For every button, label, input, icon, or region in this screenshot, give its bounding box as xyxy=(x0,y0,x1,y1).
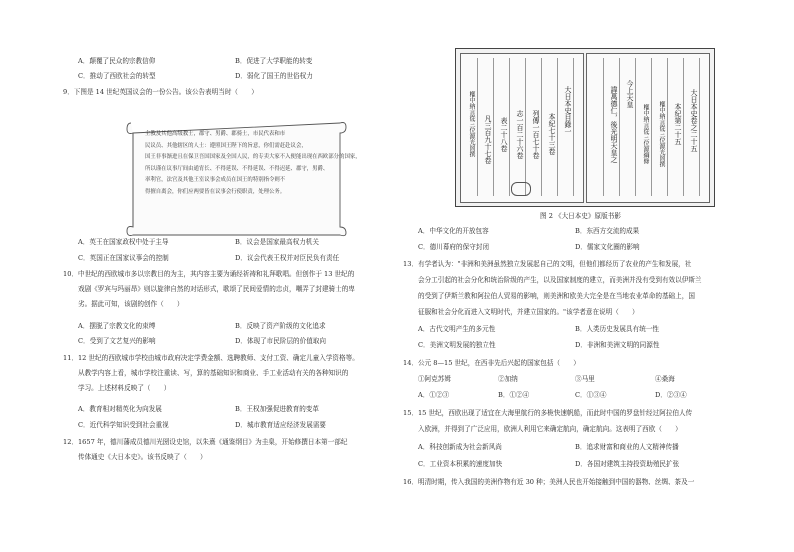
notice-line: 民议员、其他辖区的人士：遵照国王陛下的旨意，你们需赶赴议会， xyxy=(145,142,307,149)
q10-stem-line: 劣。据此可知，该剧的创作（ ） xyxy=(78,300,184,308)
q13-stem-line: 征服和社会分化而进入文明时代，并建立国家的。"该学者意在说明（ ） xyxy=(418,308,639,316)
book-text-column: 大日本史卷之二十五 xyxy=(690,88,698,152)
q15-option-c: C．工业资本积累的速度加快 xyxy=(418,460,503,468)
q9-notice-scroll xyxy=(123,117,361,239)
q9-option-d: D．议会代表王权并对臣民负有责任 xyxy=(235,254,340,262)
q14-option-b: B．①②④ xyxy=(498,391,530,399)
q14-item: ②加纳 xyxy=(498,375,518,383)
q14-stem: 14．公元 8—15 世纪，在西非先后兴起的国家包括（ ） xyxy=(403,359,580,367)
q13-stem-line: 13．有学者认为："非洲和美洲虽然独立发展起自己的文明，但他们都经历了农业的产生和发展，社 xyxy=(403,260,692,268)
q12-option-b: B．东西方交流的成果 xyxy=(575,227,640,235)
book-text-column: 本紀七十三卷 xyxy=(548,113,556,155)
q10-option-a: A．摆脱了宗教文化的束缚 xyxy=(78,322,156,330)
q10-option-b: B．反映了资产阶级的文化追求 xyxy=(235,322,326,330)
book-text-column: 大日本史目錄一 xyxy=(564,85,572,135)
library-seal-stamp xyxy=(511,182,531,196)
q16-stem: 16．明清时期，传入我国的美洲作物有近 30 种；美洲人民也开始接触到中国的器物、丝绸、茶及一 xyxy=(403,478,695,486)
q11-stem-line: 学习。上述材料反映了（ ） xyxy=(78,384,171,392)
q11-stem-line: 11．12 世纪的西欧城市学校由城市政府决定学费金额、选聘教师、支付工资、确定儿童入学资格等。 xyxy=(63,354,359,362)
notice-line: 所以谨在议事厅间由通宵长、不得延误、不得延误、不得迟延、郡守，男爵、 xyxy=(145,165,329,172)
q15-option-b: B．追求财富和商业的人文精神传播 xyxy=(575,443,679,451)
book-left-page xyxy=(460,53,584,203)
book-text-column: 權中納言從三位源光圀撰 xyxy=(468,91,475,157)
q11-option-a: A．教育相对精英化为向发展 xyxy=(78,405,162,413)
q12-stem-line: 传体通史《大日本史》。该书反映了（ ） xyxy=(78,453,207,461)
q14-option-d: D．②③④ xyxy=(655,391,687,399)
q14-item: ①阿克苏姆 xyxy=(418,375,451,383)
book-text-column: 今上天皇 xyxy=(626,80,634,108)
book-photo xyxy=(455,48,715,207)
q8-option-c: C．推动了西欧社会的转型 xyxy=(78,72,156,80)
q14-option-c: C．①③④ xyxy=(575,391,607,399)
q10-stem-line: 10．中世纪的西欧城市多以宗教目的为主，其内容主要为诵经祈祷和礼拜歌唱。但创作于 13 世纪的 xyxy=(63,270,355,278)
q13-option-d: D．非洲和美洲文明的同源性 xyxy=(575,341,660,349)
q9-option-c: C．英国正在国家议事会的控制 xyxy=(78,254,169,262)
q11-option-d: D．城市教育适应经济发展需要 xyxy=(235,421,327,429)
q15-stem-line: 15．15 世纪，西欧出现了适宜在大海里航行的多桅快速帆船，而此时中国的罗盘针经过阿拉伯人传 xyxy=(403,409,693,417)
q9-notice-text xyxy=(145,129,361,199)
notice-line: 国王非事渐进且在保卫吾国国家及全国人民，的专卖大家不入便能出现在西欧部分的国家， xyxy=(145,154,361,161)
q13-option-b: B．人类历史发展具有统一性 xyxy=(575,325,659,333)
q10-option-d: D．体现了市民阶层的价值取向 xyxy=(235,337,327,345)
notice-line: 率利官，法官及其他王室议事会成员在国王的特别指令则不 xyxy=(145,177,286,184)
figure-caption: 图 2 《大日本史》原版书影 xyxy=(540,212,621,220)
q11-stem-line: 从教学内容上看，城市学校注重读、写，算的基础知识和商业、手工业活动有关的各种知识的 xyxy=(78,369,349,377)
book-text-column: 權中納言從三位源綱條 xyxy=(642,104,649,164)
q13-stem-line: 会分工引起的社会分化和统治阶级的产生，以及国家制度的建立，而美洲并没有受到有效以伊斯兰 xyxy=(418,276,702,284)
q9-stem: 9．下图是 14 世纪英国议会的一份公告。该公告表明当时（ ） xyxy=(63,88,258,96)
q11-option-b: B．王权加强促进教育的变革 xyxy=(235,405,319,413)
q14-option-a: A．①②③ xyxy=(418,391,450,399)
notice-line: 得擅自离会，你们应两要皆在议事会行使职责，处理公务。 xyxy=(145,188,286,195)
q9-option-a: A．英王在国家政权中处于主导 xyxy=(78,238,169,246)
notice-line: 主教及其他高级教士，郡守、男爵、郡骑士，市民代表和市 xyxy=(145,131,286,137)
q14-item: ③马里 xyxy=(575,375,595,383)
q10-option-c: C．受到了文艺复兴的影响 xyxy=(78,337,156,345)
book-text-column: 表二十八卷 xyxy=(500,116,508,152)
q15-option-a: A．科技创新成为社会新风尚 xyxy=(418,443,502,451)
book-text-column: 凡三百九十七卷 xyxy=(484,114,492,164)
book-text-column: 權中納言從三位源光圀撰 xyxy=(658,101,665,167)
q13-stem-line: 的受到了伊斯兰教和阿拉伯人贸易的影响，则美洲和欧美大完全是在当地农业革命的基础上，国 xyxy=(418,292,695,300)
q15-stem-line: 入欧洲，并得到了广泛应用，欧洲人利用它来确定航向，确定航向。这表明了西欧（ ） xyxy=(418,425,682,433)
q13-option-a: A．古代文明产生的多元性 xyxy=(418,325,496,333)
book-right-page xyxy=(586,53,710,203)
q11-option-c: C．近代科学知识受到社会重视 xyxy=(78,421,169,429)
q10-stem-line: 戏剧《罗宾与玛丽昂》则以旋律自然的对话形式，歌颂了民间爱情的忠贞，嘲弄了封建骑士的卑 xyxy=(78,285,355,293)
q12-option-d: D．儒家文化圈的影响 xyxy=(575,243,640,251)
book-text-column: 本紀第二十五 xyxy=(674,103,682,145)
book-text-column: 志一百二十六卷 xyxy=(516,109,524,159)
q9-option-b: B．议会是国家最高权力机关 xyxy=(235,238,319,246)
q12-option-a: A．中华文化的开放包容 xyxy=(418,227,489,235)
q8-option-d: D．弱化了国王的世俗权力 xyxy=(235,72,313,80)
q15-option-d: D．各国对建筑主持投资助殖民扩张 xyxy=(575,460,680,468)
q12-option-c: C．德川幕府的保守封闭 xyxy=(418,243,489,251)
q12-stem-line: 12．1657 年，德川藩成员德川光圀设史馆，以朱熹《通鉴纲目》为圭臬，开始修撰日本第一部纪 xyxy=(63,438,348,446)
q8-option-a: A．颠覆了民众的宗教信仰 xyxy=(78,57,156,65)
q13-option-c: C．美洲文明发展的独立性 xyxy=(418,341,496,349)
book-text-column: 列傳一百七十卷 xyxy=(532,109,540,159)
book-text-column: 諱萬德仁，後光明天皇之 xyxy=(610,85,618,163)
q8-option-b: B．促进了大学职能的转变 xyxy=(235,57,313,65)
q14-item: ④桑海 xyxy=(655,375,675,383)
